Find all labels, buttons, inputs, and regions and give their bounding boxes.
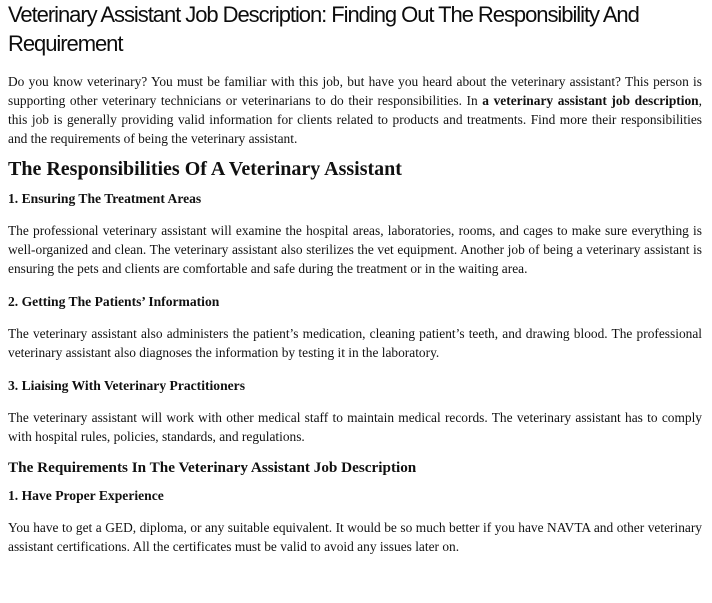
requirements-heading: The Requirements In The Veterinary Assistant Job Description [8, 459, 417, 476]
section-text-treatment-areas: The professional veterinary assistant will examine the hospital areas, laboratories, rooms, and cages to make sure everything is well-organized and clean. The veterinary assistant also sterilizes the vet equipment. Another job of being a veterinary assistant is ensuring the pets and clients are comfortable and safe during the treatment or in the waiting area. [8, 223, 702, 276]
section-text-liaising: The veterinary assistant will work with other medical staff to maintain medical records. The veterinary assistant has to comply with hospital rules, policies, standards, and regulations. [8, 410, 702, 444]
intro-text-start: Do you know veterinary? You must be familiar with this job, but have you heard about the veterinary assistant? This person is supporting other veterinary technicians or veterinarians to do their responsibilities. In [8, 74, 702, 108]
section-title-liaising: 3. Liaising With Veterinary Practitioners [8, 378, 246, 393]
page-title: Veterinary Assistant Job Description: Finding Out The Responsibility And Requirement [8, 2, 639, 56]
section-title-treatment-areas: 1. Ensuring The Treatment Areas [8, 191, 202, 206]
section-title-patients-information: 2. Getting The Patients’ Information [8, 294, 220, 309]
section-text-experience: You have to get a GED, diploma, or any suitable equivalent. It would be so much better if you have NAVTA and other veterinary assistant certifications. All the certificates must be valid to avoid any issues later on. [8, 520, 702, 554]
section-title-experience: 1. Have Proper Experience [8, 488, 164, 503]
article [8, 0, 702, 556]
intro-paragraph [8, 72, 702, 148]
section-text-patients-information: The veterinary assistant also administers the patient’s medication, cleaning patient’s teeth, and drawing blood. The professional veterinary assistant also diagnoses the information by testing it in the laboratory. [8, 326, 702, 360]
intro-text-end: , this job is generally providing valid information for clients related to products and treatments. Find more their responsibilities and the requirements of being the veterinary assistant. [8, 93, 702, 146]
responsibilities-heading: The Responsibilities Of A Veterinary Assistant [8, 158, 402, 180]
intro-bold-phrase: a veterinary assistant job description [482, 93, 699, 108]
